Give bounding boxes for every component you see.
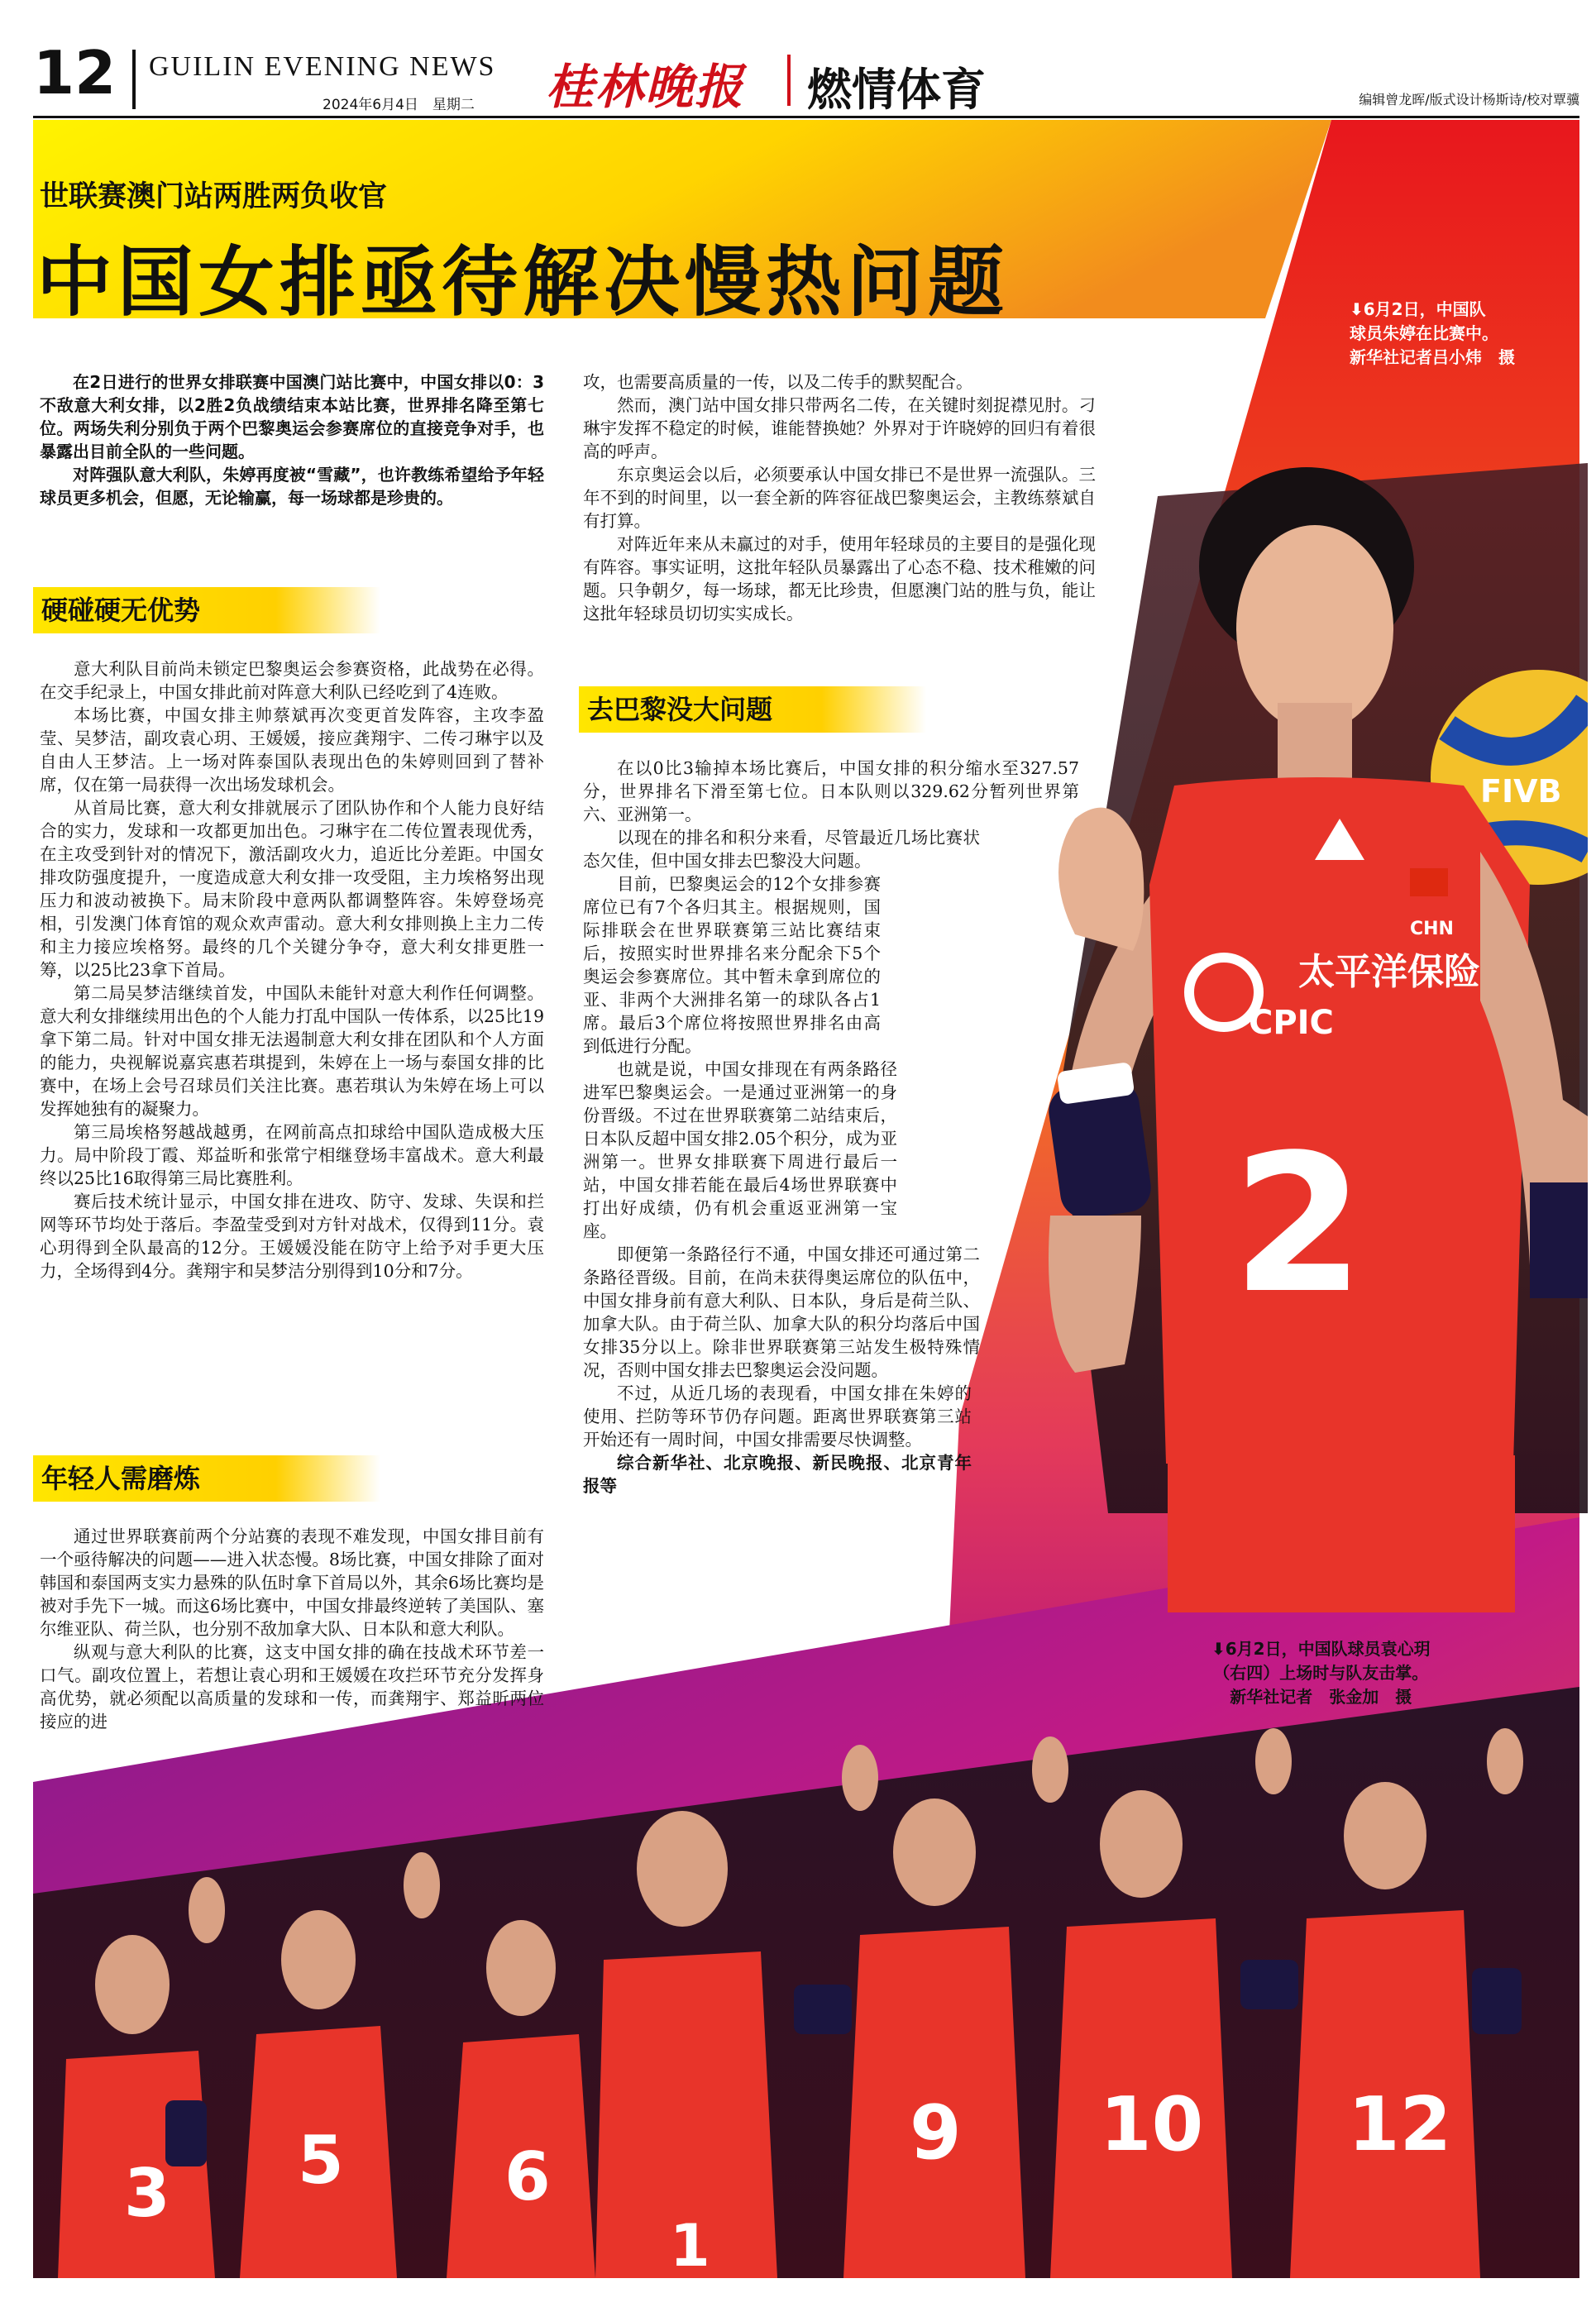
publication-date: 2024年6月4日 星期二 (323, 97, 475, 113)
article-source: 综合新华社、北京晚报、新民晚报、北京青年报等 (583, 1453, 972, 1496)
body-paragraph: 赛后技术统计显示，中国女排在进攻、防守、发球、失误和拦网等环节均处于落后。李盈莹受到对方针对战术，仅得到11分。袁心玥得到全队最高的12分。王媛媛没能在防守上给予对手更大压力，全场得到4分。龚翔宇和吴梦洁分别得到10分和7分。 (40, 1192, 544, 1281)
photo1-caption: ⬇6月2日，中国队 球员朱婷在比赛中。 新华社记者吕小炜 摄 (1350, 299, 1515, 367)
jersey-number-1: 1 (670, 2212, 710, 2278)
section2-body (40, 1525, 544, 1733)
body-paragraph: 纵观与意大利队的比赛，这支中国女排的确在技战术环节差一口气。副攻位置上，若想让袁心玥和王媛媛在攻拦环节充分发挥身高优势，就必须配以高质量的发球和一传，而龚翔宇、郑益昕两位接应的进 (40, 1642, 544, 1732)
masthead (0, 0, 1596, 124)
ball-logo: FIVB (1480, 773, 1562, 810)
section-heading-1: 硬碰硬无优势 (33, 587, 380, 633)
masthead-rule (33, 116, 1579, 118)
lead-paragraph: 对阵强队意大利队，朱婷再度被“雪藏”，也许教练希望给予年轻球员更多机会，但愿，无论输赢，每一场球都是珍贵的。 (40, 465, 544, 508)
body-paragraph: 目前，巴黎奥运会的12个女排参赛席位已有7个各归其主。根据规则，国际排联会在世界联赛第三站比赛结束后，按照实时世界排名来分配余下5个奥运会参赛席位。其中暂未拿到席位的亚、非两个大洲排名第一的球队各占1席。最后3个席位将按照世界排名由高到低进行分配。 (583, 874, 881, 1056)
body-paragraph: 第三局埃格努越战越勇，在网前高点扣球给中国队造成极大压力。局中阶段丁霞、郑益昕和张常宁相继登场丰富战术。意大利最终以25比16取得第三局比赛胜利。 (40, 1122, 544, 1188)
body-paragraph: 第二局吴梦洁继续首发，中国队未能针对意大利作任何调整。意大利女排继续用出色的个人能力打乱中国队一传体系，以25比19拿下第二局。针对中国女排无法遏制意大利女排在团队和个人方面的能力，央视解说嘉宾惠若琪提到，朱婷在上一场与泰国女排的比赛中，在场上会号召球员们关注比赛。惠若琪认为朱婷在场上可以发挥她独有的凝聚力。 (40, 983, 544, 1119)
photo2-caption: ⬇6月2日，中国队球员袁心玥 （右四）上场时与队友击掌。 新华社记者 张金加 摄 (1211, 1639, 1431, 1707)
section-name: 燃情体育 (807, 64, 986, 116)
body-paragraph: 东京奥运会以后，必须要承认中国女排已不是世界一流强队。三年不到的时间里，以一套全新的阵容征战巴黎奥运会，主教练蔡斌自有打算。 (583, 465, 1096, 531)
china-flag-icon (1410, 868, 1448, 896)
body-paragraph: 也就是说，中国女排现在有两条路径进军巴黎奥运会。一是通过亚洲第一的身份晋级。不过在世界联赛第二站结束后，日本队反超中国女排2.05个积分，成为亚洲第一。世界女排联赛下周进行最后一站，中国女排若能在最后4场世界联赛中打出好成绩，仍有机会重返亚洲第一宝座。 (583, 1059, 897, 1241)
country-code: CHN (1410, 919, 1454, 939)
article-headline: 中国女排亟待解决慢热问题 (36, 238, 1010, 327)
section3-body (583, 757, 1079, 1498)
photo-team-highfive (33, 1687, 1579, 2278)
section-heading-2: 年轻人需磨炼 (33, 1455, 380, 1502)
section-heading-3: 去巴黎没大问题 (579, 686, 926, 733)
body-paragraph: 然而，澳门站中国女排只带两名二传，在关键时刻捉襟见肘。刁琳宇发挥不稳定的时候，谁能替换她？外界对于许晓婷的回归有着很高的呼声。 (583, 395, 1096, 461)
page-number: 12 (33, 38, 117, 107)
jersey-sponsor-en: CPIC (1249, 1004, 1334, 1042)
section1-body (40, 657, 544, 1283)
paper-name-english: GUILIN EVENING NEWS (149, 51, 496, 82)
jersey-number-3: 3 (124, 2155, 170, 2232)
body-paragraph: 本场比赛，中国女排主帅蔡斌再次变更首发阵容，主攻李盈莹、吴梦洁，副攻袁心玥、王媛媛，接应龚翔宇、二传刁琳宇以及自由人王梦洁。上一场对阵泰国队表现出色的朱婷则回到了替补席，仅在第一局获得一次出场发球机会。 (40, 705, 544, 795)
body-paragraph: 攻，也需要高质量的一传，以及二传手的默契配合。 (583, 372, 973, 392)
editor-credits: 编辑曾龙晖/版式设计杨斯诗/校对覃骥 (1359, 92, 1579, 107)
column2-body (583, 370, 1096, 625)
jersey-number: 2 (1232, 1115, 1365, 1335)
body-paragraph: 即便第一条路径行不通，中国女排还可通过第二条路径晋级。目前，在尚未获得奥运席位的队伍中，中国女排身前有意大利队、日本队，身后是荷兰队、加拿大队。由于荷兰队、加拿大队的积分均落后中国女排35分以上。除非世界联赛第三站发生极特殊情况，否则中国女排去巴黎奥运会没问题。 (583, 1244, 980, 1380)
jersey-number-12: 12 (1348, 2081, 1452, 2168)
masthead-divider (132, 50, 136, 109)
jersey-number-9: 9 (910, 2090, 962, 2176)
logo-divider (787, 55, 791, 106)
jersey-sponsor: 太平洋保险 (1298, 951, 1480, 993)
body-paragraph: 通过世界联赛前两个分站赛的表现不难发现，中国女排目前有一个亟待解决的问题——进入状态慢。8场比赛，中国女排除了面对韩国和泰国两支实力悬殊的队伍时拿下首局以外，其余6场比赛均是被对手先下一城。而这6场比赛中，中国女排最终逆转了美国队、塞尔维亚队、荷兰队，也分别不敌加拿大队、日本队和意大利队。 (40, 1526, 544, 1639)
body-paragraph: 意大利队目前尚未锁定巴黎奥运会参赛资格，此战势在必得。在交手纪录上，中国女排此前对阵意大利队已经吃到了4连败。 (40, 659, 544, 702)
jersey-number-10: 10 (1100, 2081, 1204, 2168)
jersey-number-5: 5 (298, 2122, 344, 2199)
body-paragraph: 以现在的排名和积分来看，尽管最近几场比赛状态欠佳，但中国女排去巴黎没大问题。 (583, 828, 980, 871)
article-subhead: 世联赛澳门站两胜两负收官 (40, 180, 388, 213)
body-paragraph: 对阵近年来从未赢过的对手，使用年轻球员的主要目的是强化现有阵容。事实证明，这批年轻队员暴露出了心态不稳、技术稚嫩的问题。只争朝夕，每一场球，都无比珍贵，但愿澳门站的胜与负，能让这批年轻球员切切实实成长。 (583, 534, 1096, 623)
body-paragraph: 在以0比3输掉本场比赛后，中国女排的积分缩水至327.57分，世界排名下滑至第七位。日本队则以329.62分暂列世界第六、亚洲第一。 (583, 758, 1079, 824)
jersey-number-6: 6 (504, 2138, 551, 2215)
lead-paragraph: 在2日进行的世界女排联赛中国澳门站比赛中，中国女排以0：3不敌意大利女排，以2胜2负战绩结束本站比赛，世界排名降至第七位。两场失利分别负于两个巴黎奥运会参赛席位的直接竞争对手，也暴露出目前全队的一些问题。 (40, 372, 544, 461)
article-lead (40, 370, 544, 509)
body-paragraph: 不过，从近几场的表现看，中国女排在朱婷的使用、拦防等环节仍存问题。距离世界联赛第三站开始还有一周时间，中国女排需要尽快调整。 (583, 1383, 972, 1450)
paper-logo: 桂林晚报 (546, 59, 745, 115)
body-paragraph: 从首局比赛，意大利女排就展示了团队协作和个人能力良好结合的实力，发球和一攻都更加出色。刁琳宇在二传位置表现优秀，在主攻受到针对的情况下，激活副攻火力，追近比分差距。中国女排攻防强度提升，一度造成意大利女排一攻受阻，主力埃格努出现压力和波动被换下。局末阶段中意两队都调整阵容。朱婷登场亮相，引发澳门体育馆的观众欢声雷动。意大利女排则换上主力二传和主力接应埃格努。最终的几个关键分争夺，意大利女排更胜一筹，以25比23拿下首局。 (40, 798, 544, 980)
